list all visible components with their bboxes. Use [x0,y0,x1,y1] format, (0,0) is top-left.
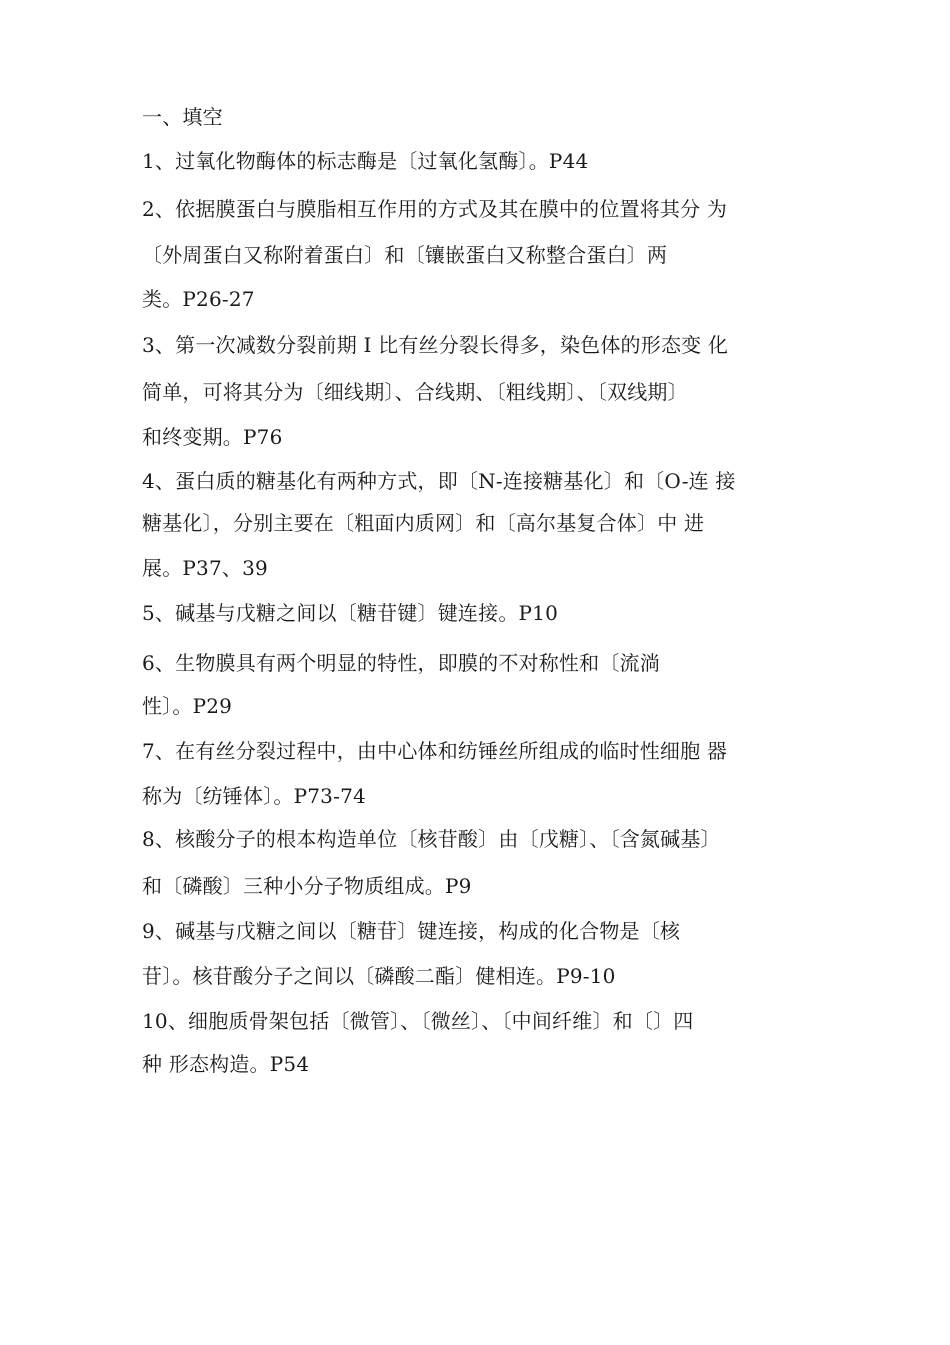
question-9-line-1: 9、碱基与戊糖之间以〔糖苷〕键连接，构成的化合物是〔核 [142,919,681,943]
question-6-line-1: 6、生物膜具有两个明显的特性，即膜的不对称性和〔流淌 [142,651,660,675]
question-6-line-2: 性〕。P29 [142,694,233,718]
question-7-line-1: 7、在有丝分裂过程中，由中心体和纺锤丝所组成的临时性细胞 器 [142,739,728,763]
question-2-line-2: 〔外周蛋白又称附着蛋白〕和〔镶嵌蛋白又称整合蛋白〕两 [142,243,668,267]
question-3-line-2: 简单，可将其分为〔细线期〕、合线期、〔粗线期〕、〔双线期〕 [142,380,688,404]
question-3-line-1: 3、第一次减数分裂前期 I 比有丝分裂长得多，染色体的形态变 化 [142,333,729,357]
question-10-line-2: 种 形态构造。P54 [142,1052,310,1076]
question-1-line-1: 1、过氧化物酶体的标志酶是〔过氧化氢酶〕。P44 [142,149,589,173]
question-7-line-2: 称为〔纺锤体〕。P73-74 [142,784,366,808]
question-5-line-1: 5、碱基与戊糖之间以〔糖苷键〕键连接。P10 [142,601,559,625]
question-8-line-1: 8、核酸分子的根本构造单位〔核苷酸〕由〔戊糖〕、〔含氮碱基〕 [142,827,721,851]
question-3-line-3: 和终变期。P76 [142,425,283,449]
question-4-line-3: 展。P37、39 [142,556,268,580]
question-2-line-1: 2、依据膜蛋白与膜脂相互作用的方式及其在膜中的位置将其分 为 [142,197,728,221]
section-heading: 一、填空 [142,105,223,129]
question-4-line-2: 糖基化〕，分别主要在〔粗面内质网〕和〔高尔基复合体〕中 进 [142,511,705,535]
question-8-line-2: 和〔磷酸〕三种小分子物质组成。P9 [142,874,472,898]
question-4-line-1: 4、蛋白质的糖基化有两种方式，即〔N-连接糖基化〕和〔O-连 接 [142,469,736,493]
question-9-line-2: 苷〕。核苷酸分子之间以〔磷酸二酯〕健相连。P9-10 [142,964,616,988]
question-2-line-3: 类。P26-27 [142,287,255,311]
question-10-line-1: 10、细胞质骨架包括〔微管〕、〔微丝〕、〔中间纤维〕和〔〕四 [142,1009,694,1033]
